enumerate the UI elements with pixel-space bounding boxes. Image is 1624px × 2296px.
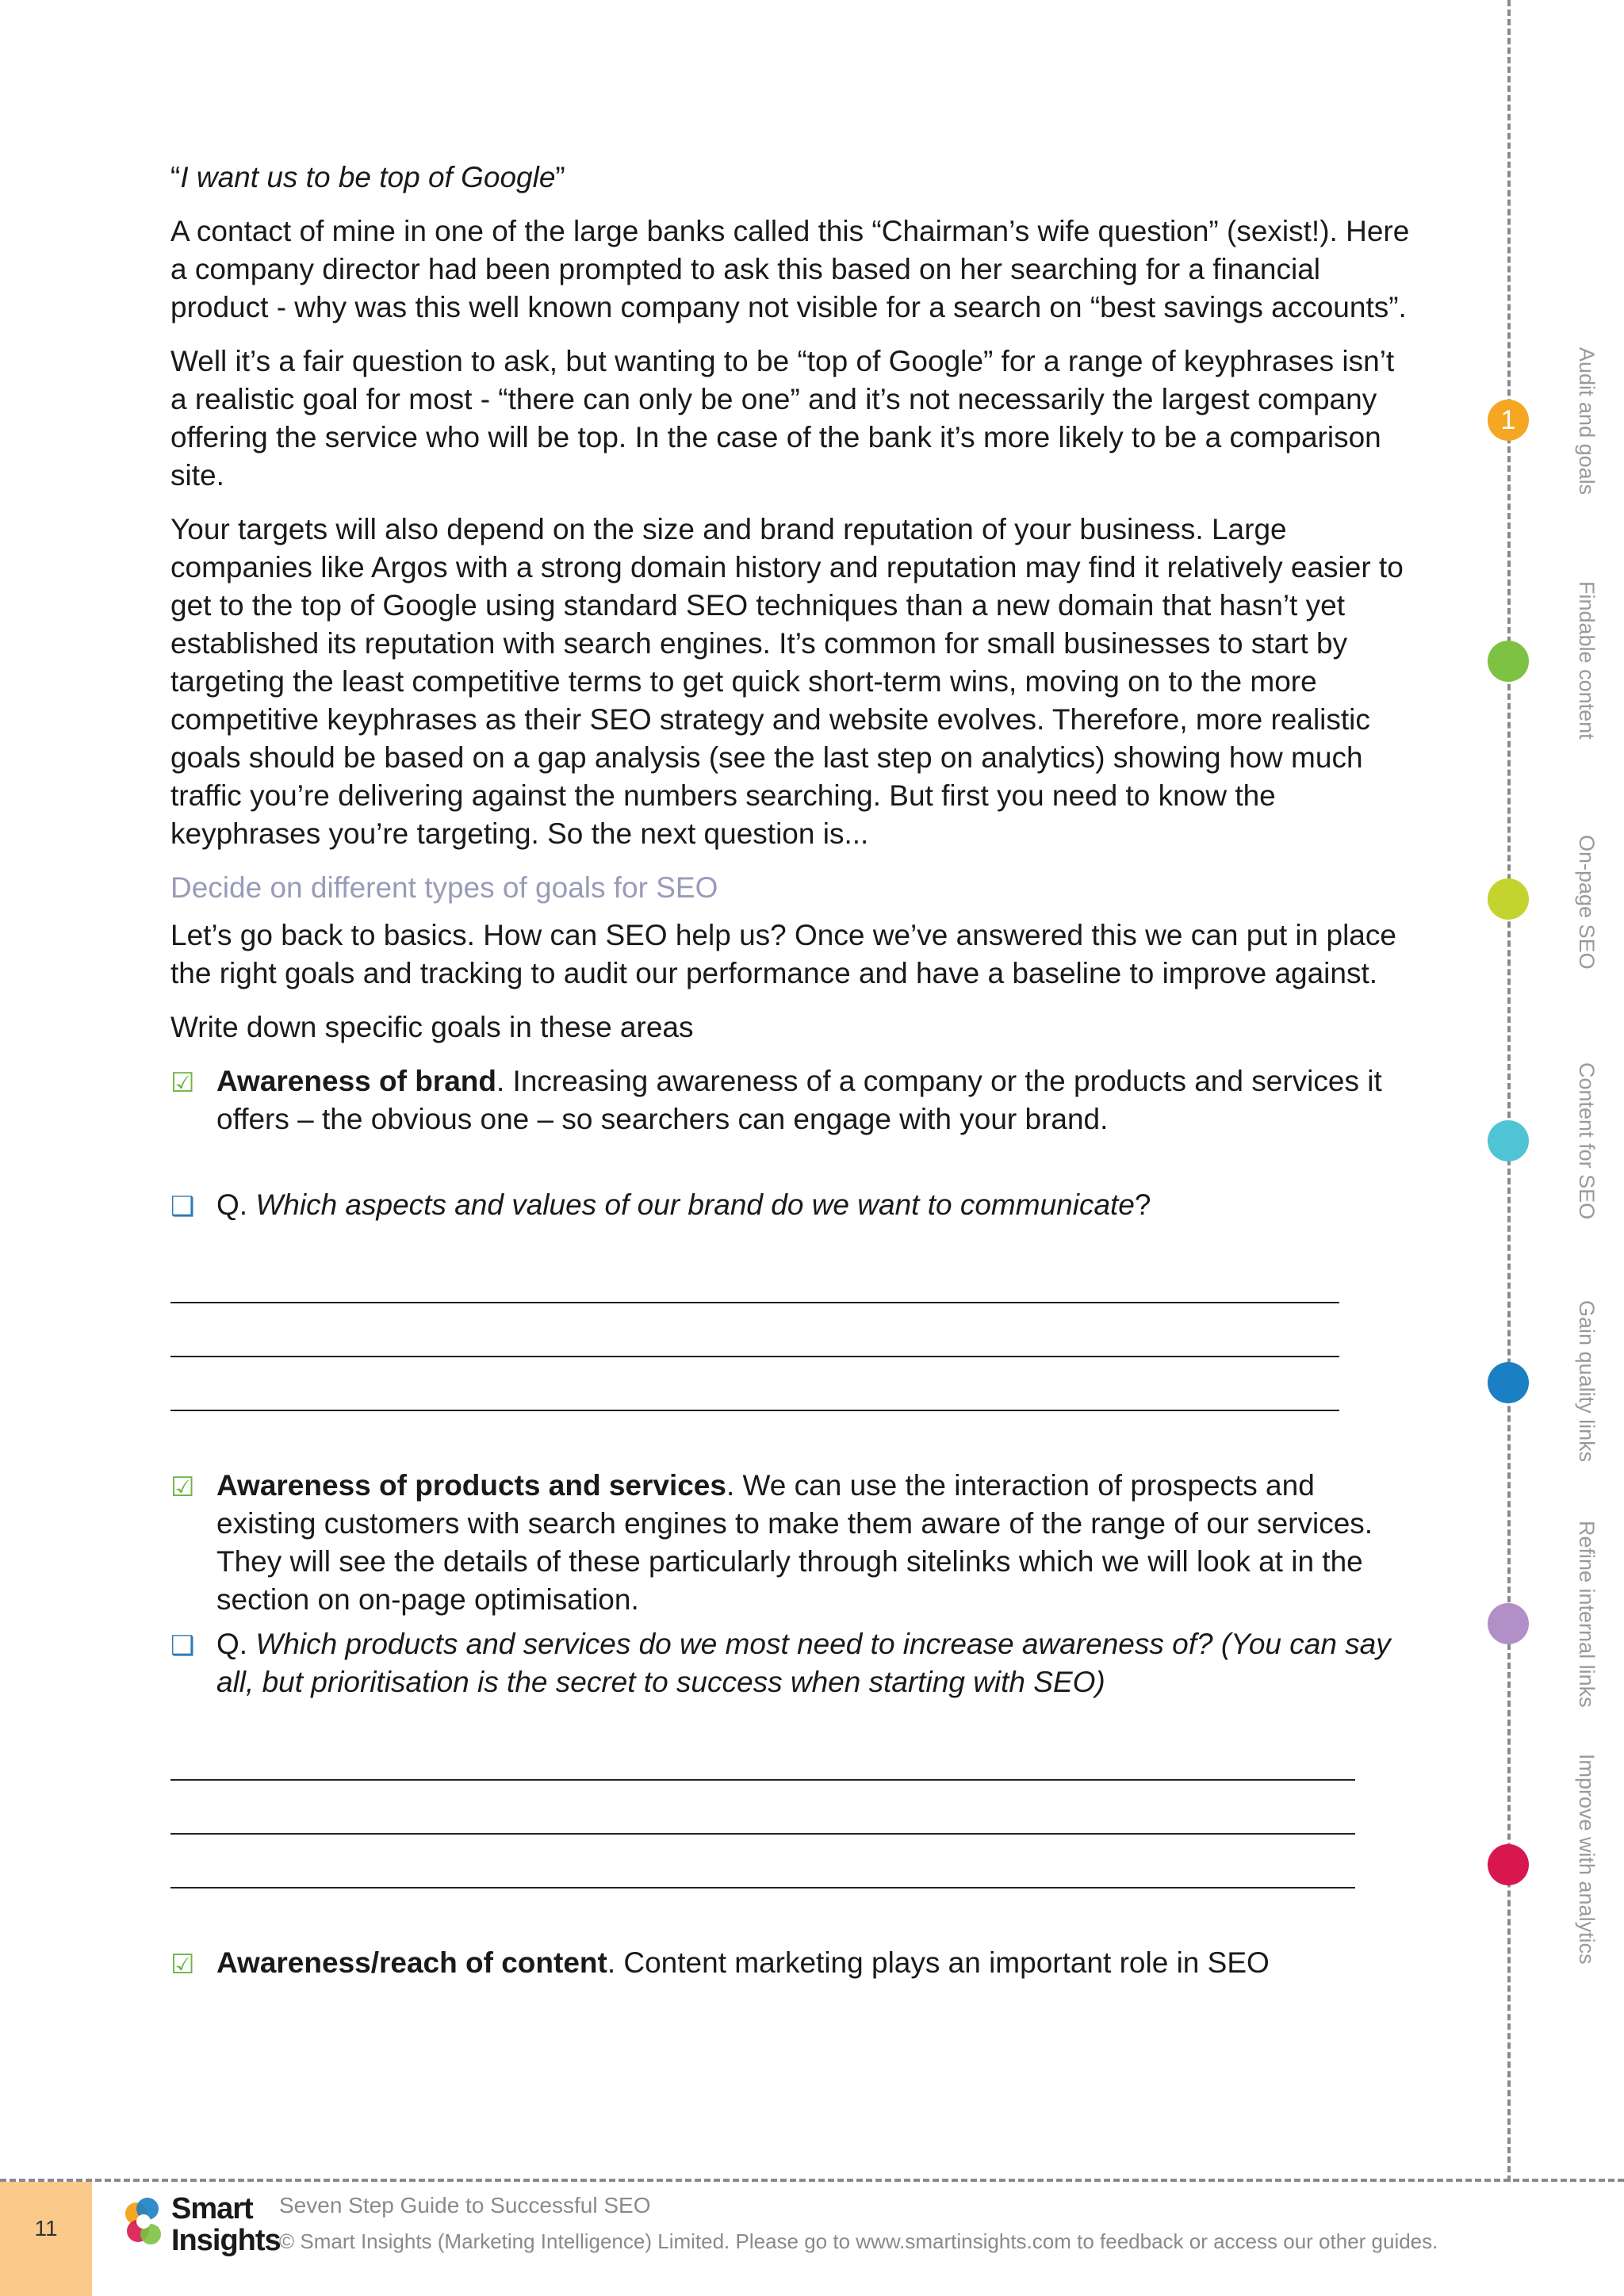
paragraph-targets: Your targets will also depend on the size and brand reputation of your business. Large companies like Argos with a strong domain history and reputation may find it relatively easier to get to the top of Google using standard SEO techniques than a new domain that hasn’t yet established its reputation with search engines. It’s common for small businesses to start by targeting the least competitive terms to get quick short-term wins, moving on to the more competitive keyphrases as their SEO strategy and website evolves. Therefore, more realistic goals should be based on a gap analysis (see the last step on analytics) showing how much traffic you’re delivering against the numbers searching. But first you need to know the keyphrases you’re targeting. So the next question is... [170, 513, 1404, 850]
main-content [170, 159, 1415, 1998]
goal-content [170, 1944, 1415, 1982]
goal-content-text: . Content marketing plays an important role in SEO [607, 1946, 1270, 1979]
answer-line[interactable] [170, 1357, 1339, 1411]
step-dot-7[interactable] [1488, 1844, 1529, 1885]
step-label-content[interactable]: Content for SEO [1575, 1062, 1599, 1220]
question-products-text: Which products and services do we most need to increase awareness of? (You can say all, but prioritisation is the secret to success when starting with SEO) [216, 1628, 1391, 1698]
step-dot-4[interactable] [1488, 1120, 1529, 1161]
checkbox-checked-icon: ☑ [170, 1950, 195, 1980]
goal-content-title: Awareness/reach of content [216, 1946, 607, 1979]
step-label-audit[interactable]: Audit and goals [1575, 347, 1599, 496]
question-brand: ❑ Q. Which aspects and values of our brand do we want to communicate? [170, 1186, 1415, 1224]
step-label-onpage[interactable]: On-page SEO [1575, 835, 1599, 970]
checkbox-checked-icon: ☑ [170, 1472, 195, 1502]
goal-brand-text: . Increasing awareness of a company or the products and services it offers – the obvious one – so searchers can engage with your brand. [216, 1065, 1382, 1135]
goal-products-text: . We can use the interaction of prospects and existing customers with search engines to make them aware of the range of our services. They will see the details of these particularly through sitelinks which we will look at in the section on on-page optimisation. [216, 1469, 1373, 1616]
footer-divider [0, 2179, 1624, 2182]
goal-products [170, 1467, 1415, 1619]
step-label-links[interactable]: Gain quality links [1575, 1300, 1599, 1463]
paragraph-basics: Let’s go back to basics. How can SEO help us? Once we’ve answered this we can put in place the right goals and tracking to audit our performance and have a baseline to improve against. [170, 919, 1396, 989]
step-dot-6[interactable] [1488, 1603, 1529, 1644]
footer-guide-title: Seven Step Guide to Successful SEO [279, 2193, 651, 2218]
answer-line[interactable] [170, 1303, 1339, 1357]
goal-products-title: Awareness of products and services [216, 1469, 726, 1502]
question-products: ❑ Q. Which products and services do we most need to increase awareness of? (You can say all, but prioritisation is the secret to success when starting with SEO) [170, 1628, 1391, 1698]
page-number: 11 [34, 2216, 58, 2241]
answer-line[interactable] [170, 1249, 1339, 1303]
checkbox-empty-icon: ❑ [170, 1192, 195, 1222]
step-dot-5[interactable] [1488, 1362, 1529, 1403]
quote-line: “I want us to be top of Google” [170, 161, 565, 193]
checkbox-empty-icon: ❑ [170, 1631, 195, 1661]
goal-brand-title: Awareness of brand [216, 1065, 496, 1097]
step-dot-2[interactable] [1488, 641, 1529, 682]
paragraph-chairman: A contact of mine in one of the large banks called this “Chairman’s wife question” (sexist!). Here a company director had been prompted to ask this based on her searching for a financial product - why was this well known company not visible for a search on “best savings accounts”. [170, 215, 1410, 323]
footer-copyright: © Smart Insights (Marketing Intelligence) Limited. Please go to www.smartinsights.com to feedback or access our other guides. [279, 2229, 1438, 2253]
section-subheading: Decide on different types of goals for SEO [170, 871, 718, 904]
answer-lines-products [170, 1727, 1415, 1888]
paragraph-fair-question: Well it’s a fair question to ask, but wanting to be “top of Google” for a range of keyphrases isn’t a realistic goal for most - “there can only be one” and it’s not necessarily the largest company offering the service who will be top. In the case of the bank it’s more likely to be a comparison site. [170, 345, 1395, 492]
step-dot-3[interactable] [1488, 878, 1529, 920]
step-label-findable[interactable]: Findable content [1575, 581, 1599, 740]
answer-line[interactable] [170, 1835, 1355, 1888]
checkbox-checked-icon: ☑ [170, 1068, 195, 1098]
answer-lines-brand [170, 1249, 1415, 1411]
answer-line[interactable] [170, 1781, 1355, 1835]
goal-brand [170, 1062, 1415, 1138]
step-label-internal[interactable]: Refine internal links [1575, 1521, 1599, 1708]
answer-line[interactable] [170, 1727, 1355, 1781]
logo-wordmark: Smart Insights [171, 2192, 281, 2257]
step-dot-1[interactable]: 1 [1488, 400, 1529, 441]
question-brand-text: Which aspects and values of our brand do we want to communicate [255, 1188, 1135, 1221]
logo-circle-center [136, 2214, 151, 2229]
paragraph-write-goals: Write down specific goals in these areas [170, 1011, 694, 1043]
step-label-analytics[interactable]: Improve with analytics [1575, 1754, 1599, 1965]
quote-text: I want us to be top of Google [180, 161, 556, 193]
